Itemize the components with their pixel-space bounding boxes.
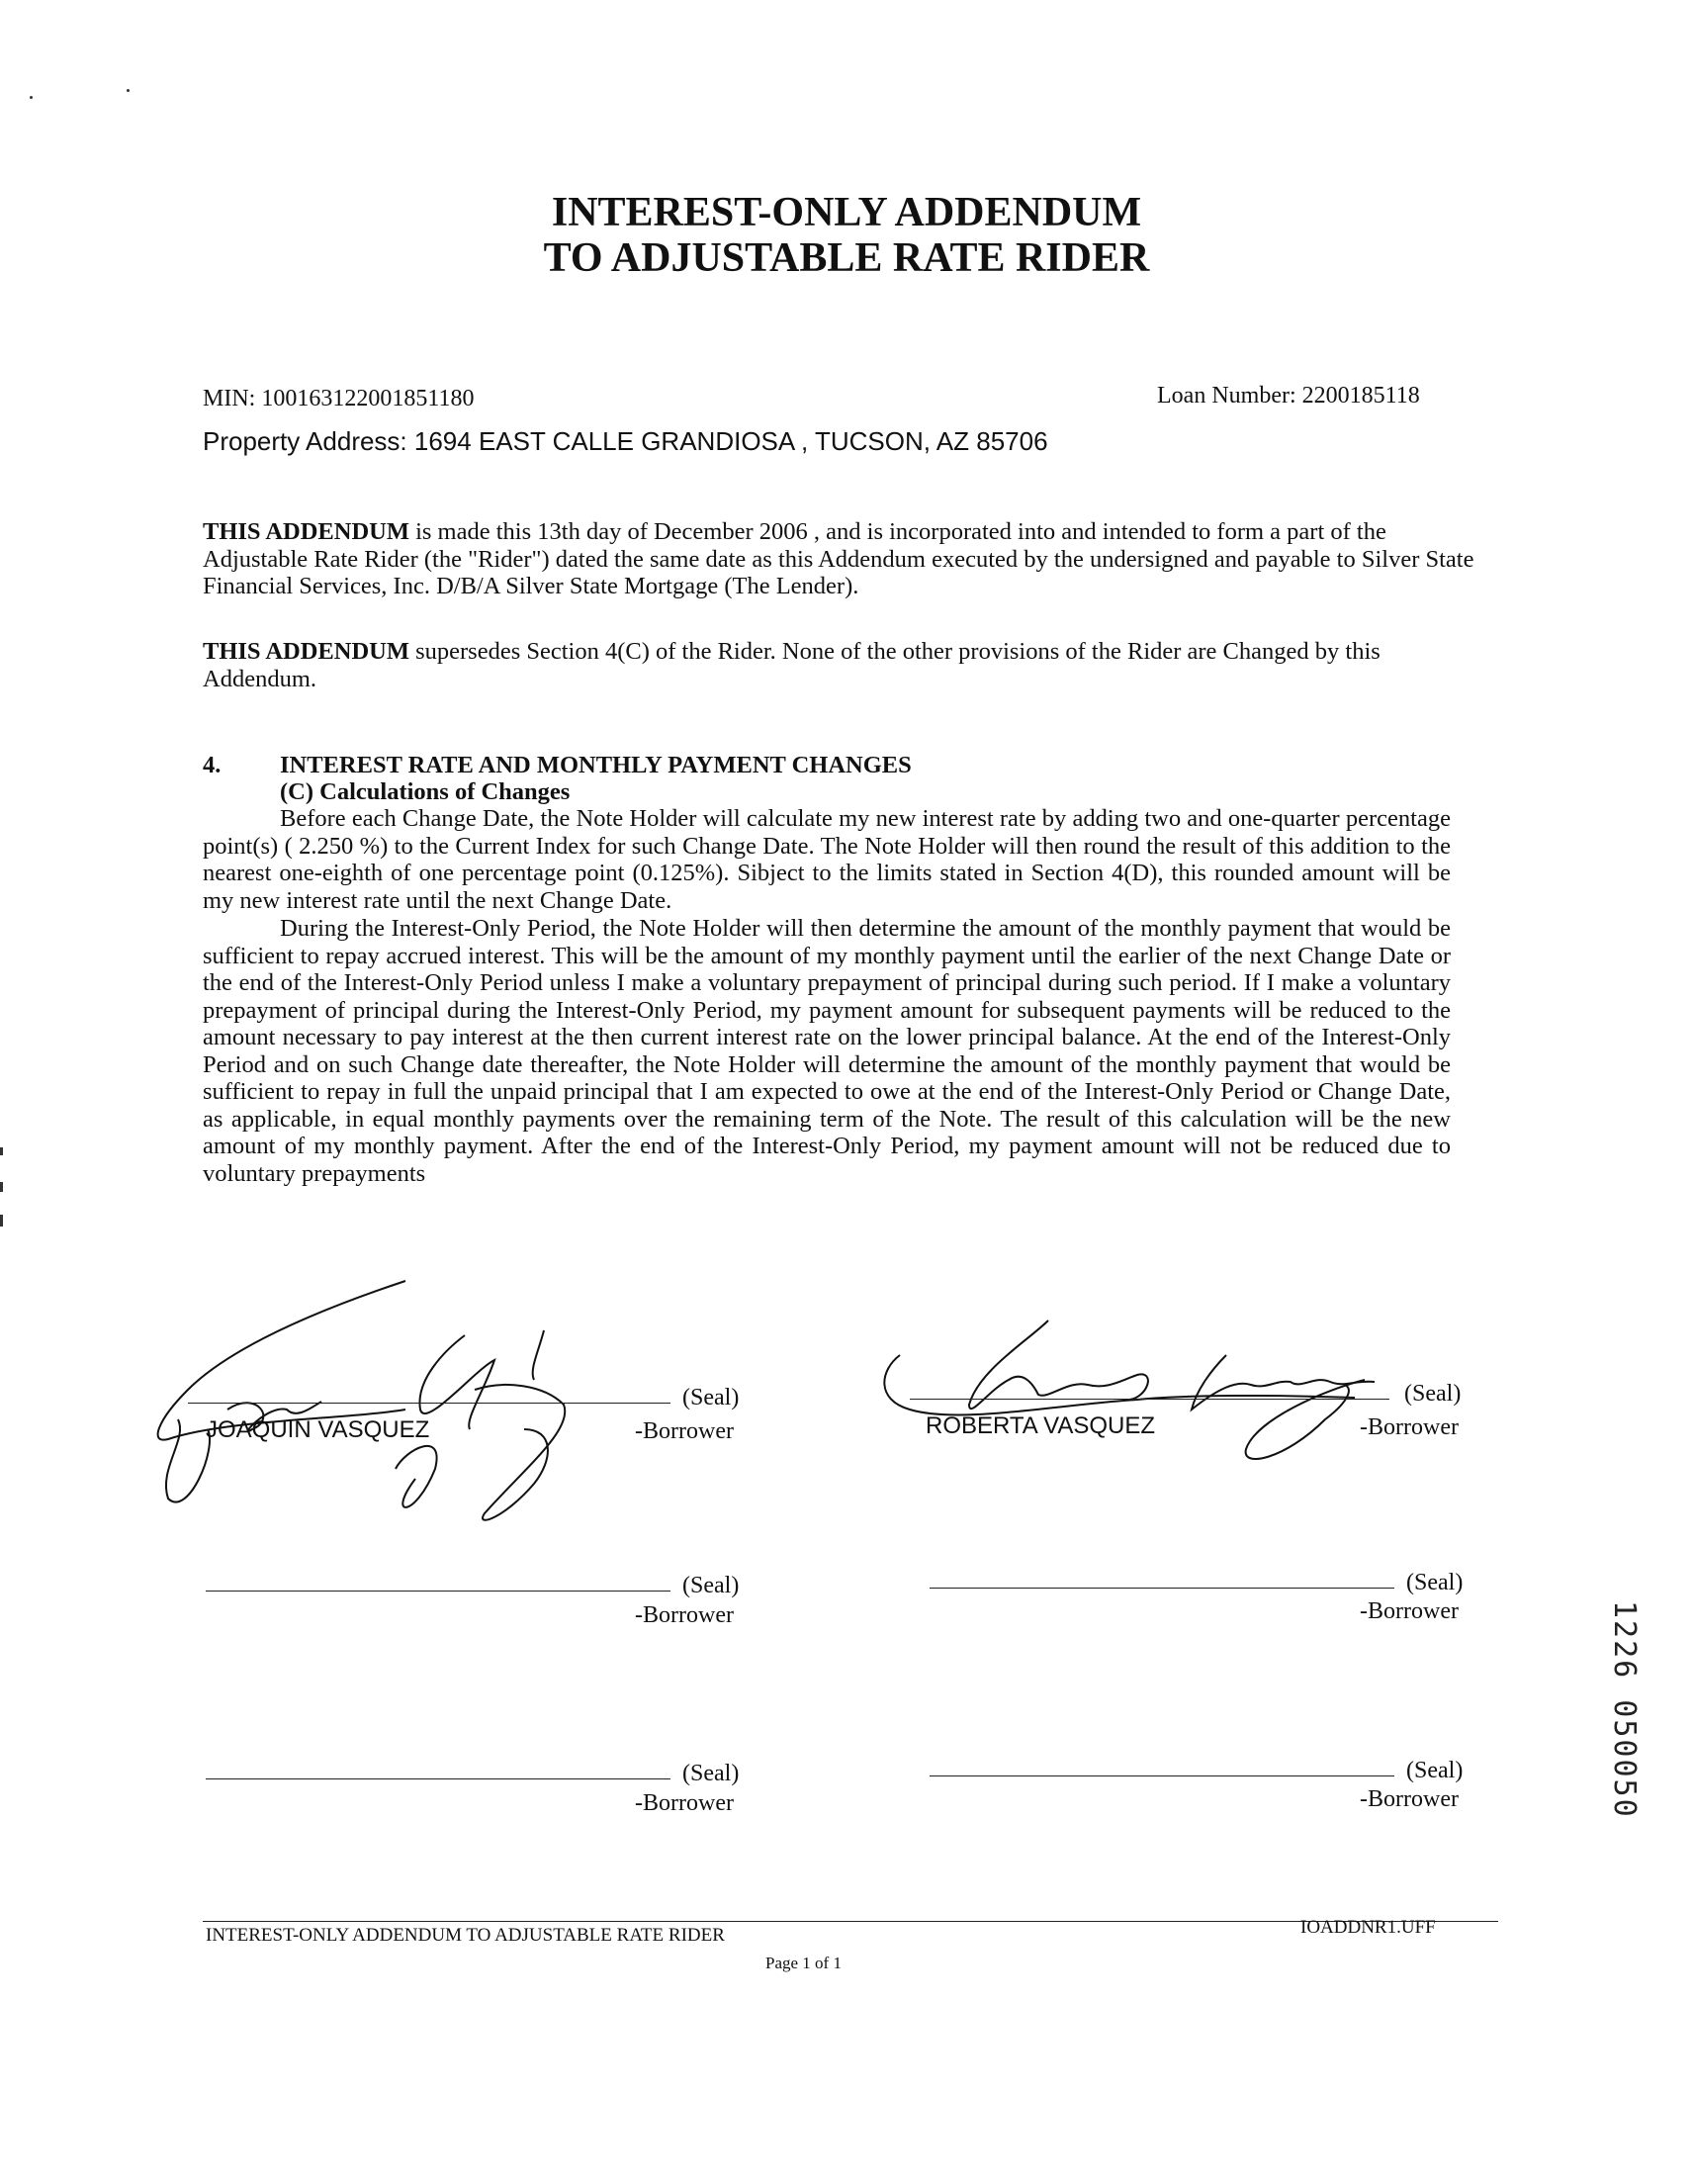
section-number: 4.: [203, 752, 222, 778]
borrower-name-2: ROBERTA VASQUEZ: [926, 1412, 1156, 1439]
section-heading: INTEREST RATE AND MONTHLY PAYMENT CHANGES: [280, 752, 912, 778]
document-title-line1: INTEREST-ONLY ADDENDUM: [551, 190, 1142, 235]
intro-bold-2: THIS ADDENDUM: [203, 638, 409, 665]
borrower-label: -Borrower: [635, 1418, 734, 1444]
document-id-stamp: 1226 050050: [1607, 1600, 1642, 1819]
borrower-label: -Borrower: [635, 1602, 734, 1628]
seal-label: (Seal): [1406, 1570, 1464, 1595]
document-title-line2: TO ADJUSTABLE RATE RIDER: [543, 235, 1150, 281]
section-subheading: (C) Calculations of Changes: [280, 778, 571, 805]
scan-edge-mark: [0, 1182, 3, 1192]
footer-page-number: Page 1 of 1: [765, 1954, 842, 1972]
seal-label: (Seal): [1404, 1381, 1462, 1407]
borrower-label: -Borrower: [1360, 1786, 1459, 1812]
signature-line-borrower-2: [910, 1399, 1389, 1400]
seal-label: (Seal): [1406, 1758, 1464, 1783]
intro-text-2: supersedes Section 4(C) of the Rider. None of the other provisions of the Rider are Changed by this Addendum.: [203, 638, 1381, 692]
intro-bold-1: THIS ADDENDUM: [203, 518, 409, 545]
signature-joaquin: [148, 1271, 613, 1528]
min-number: MIN: 100163122001851180: [203, 386, 475, 411]
intro-paragraph-1: [203, 518, 1478, 600]
footer-form-code: IOADDNR1.UFF: [1300, 1917, 1436, 1938]
signature-line-borrower-1: [188, 1403, 670, 1404]
section-paragraph-2: During the Interest-Only Period, the Note Holder will then determine the amount of the monthly payment that would be sufficient to repay accrued interest. This will be the amount of my monthly payment until the earlier of the next Change Date or the end of the Interest-Only Period unless I make a voluntary prepayment of principal during such period. If I make a voluntary prepayment of principal during the Interest-Only Period, my payment amount for subsequent payments will be reduced to the amount necessary to pay interest at the then current interest rate on the lower principal balance. At the end of the Interest-Only Period and on such Change date thereafter, the Note Holder will determine the amount of the monthly payment that would be sufficient to repay in full the unpaid principal that I am expected to owe at the end of the Interest-Only Period or Change Date, as applicable, in equal monthly payments over the remaining term of the Note. The result of this calculation will be the new amount of my monthly payment. After the end of the Interest-Only Period, my payment amount will not be reduced due to voluntary prepayments: [203, 915, 1451, 1187]
signature-line-borrower-5: [206, 1778, 670, 1779]
footer-form-title: INTEREST-ONLY ADDENDUM TO ADJUSTABLE RATE RIDER: [206, 1925, 725, 1946]
scan-edge-mark: [0, 1147, 3, 1155]
seal-label: (Seal): [682, 1761, 740, 1786]
intro-text-1: is made this 13th day of December 2006 , and is incorporated into and intended to form a part of the Adjustable Rate Rider (the "Rider") dated the same date as this Addendum executed by the undersigned and payable to Silver State Financial Services, Inc. D/B/A Silver State Mortgage (The Lender).: [203, 518, 1474, 599]
signature-line-borrower-3: [206, 1591, 670, 1592]
borrower-label: -Borrower: [1360, 1598, 1459, 1624]
scan-edge-mark: [0, 1215, 3, 1227]
scan-speck: [30, 96, 33, 99]
borrower-name-1: JOAQUIN VASQUEZ: [206, 1416, 430, 1443]
signature-line-borrower-4: [930, 1588, 1394, 1589]
signature-line-borrower-6: [930, 1775, 1394, 1776]
seal-label: (Seal): [682, 1385, 740, 1410]
borrower-label: -Borrower: [635, 1790, 734, 1816]
scan-speck: [127, 89, 130, 92]
intro-paragraph-2: [203, 638, 1429, 692]
section-paragraph-1: Before each Change Date, the Note Holder will calculate my new interest rate by adding two and one-quarter percentage point(s) ( 2.250 %) to the Current Index for such Change Date. The Note Holder will then round the result of this addition to the nearest one-eighth of one percentage point (0.125%). Sibject to the limits stated in Section 4(D), this rounded amount will be my new interest rate until the next Change Date.: [203, 805, 1451, 914]
seal-label: (Seal): [682, 1573, 740, 1598]
loan-number: Loan Number: 2200185118: [1157, 383, 1420, 409]
signature-roberta: [860, 1311, 1414, 1479]
property-address: Property Address: 1694 EAST CALLE GRANDIOSA , TUCSON, AZ 85706: [203, 426, 1048, 456]
borrower-label: -Borrower: [1360, 1414, 1459, 1440]
